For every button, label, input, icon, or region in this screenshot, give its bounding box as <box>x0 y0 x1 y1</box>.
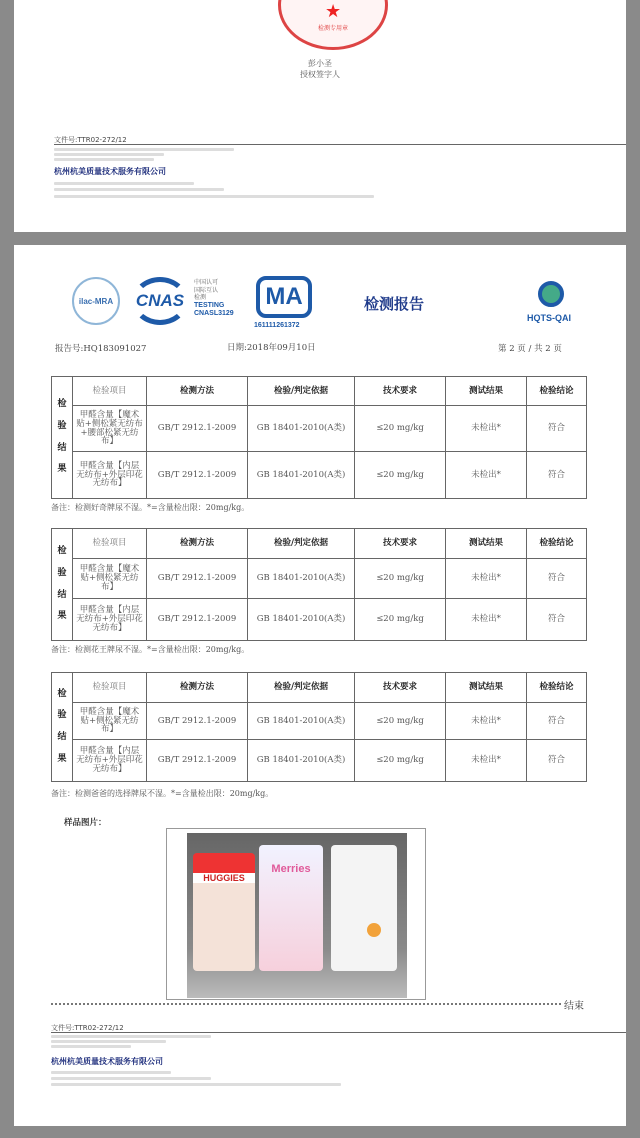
cnas-code: CNASL3129 <box>194 310 234 318</box>
table-row <box>52 452 587 499</box>
table-cell: 未检出* <box>446 703 527 740</box>
table-cell: 甲醛含量【内层无纺布+外层印花无纺布】 <box>73 452 147 499</box>
side-label-char: 检 <box>57 546 67 557</box>
test-results-table <box>51 672 587 782</box>
column-header: 测试结果 <box>446 529 527 559</box>
table-header-row <box>52 377 587 406</box>
cnas-text-line: 检测 <box>194 294 207 301</box>
column-header: 检验/判定依据 <box>248 377 355 406</box>
fine-print <box>54 195 374 198</box>
end-mark: 结束 <box>564 1001 584 1012</box>
table-cell: ≤20 mg/kg <box>355 559 446 599</box>
company-name: 杭州杭美质量技术服务有限公司 <box>54 167 166 176</box>
side-label <box>52 529 73 641</box>
file-number: 文件号:TTR02-272/12 <box>51 1024 124 1032</box>
column-header: 检验项目 <box>73 673 147 703</box>
table-note: 备注：检测花王牌尿不湿。*=含量检出限：20mg/kg。 <box>51 645 250 654</box>
table-cell: 甲醛含量【内层无纺布+外层印花无纺布】 <box>73 740 147 782</box>
product-brand: HUGGIES <box>193 873 255 883</box>
side-label-char: 结 <box>57 589 67 600</box>
table-cell: ≤20 mg/kg <box>355 740 446 782</box>
table-cell: GB 18401-2010(A类) <box>248 599 355 641</box>
cma-logo: MA <box>256 276 312 318</box>
table-cell: GB/T 2912.1-2009 <box>147 559 248 599</box>
cnas-text <box>194 279 234 319</box>
fine-print <box>54 188 224 191</box>
column-header: 测试结果 <box>446 377 527 406</box>
table-cell: 甲醛含量【魔术贴+侧松紧无纺布+腰部松紧无纺布】 <box>73 406 147 452</box>
side-label-char: 果 <box>57 753 67 764</box>
table-row <box>52 599 587 641</box>
test-results-table <box>51 528 587 641</box>
table-cell: GB 18401-2010(A类) <box>248 559 355 599</box>
side-label-char: 检 <box>57 688 67 699</box>
column-header: 检测方法 <box>147 529 248 559</box>
table-cell: 符合 <box>527 452 587 499</box>
table-note: 备注：检测好奇牌尿不湿。*=含量检出限：20mg/kg。 <box>51 503 250 512</box>
official-seal <box>278 0 388 50</box>
sample-label: 样品图片： <box>64 818 107 828</box>
table-cell: 甲醛含量【魔术贴+侧松紧无纺布】 <box>73 559 147 599</box>
seal-text: 检测专用章 <box>317 25 348 32</box>
report-date: 日期:2018年09月10日 <box>227 343 316 353</box>
hqts-logo-icon <box>538 281 564 307</box>
report-title: 检测报告 <box>364 295 425 313</box>
column-header: 检测方法 <box>147 377 248 406</box>
third-package <box>331 845 397 971</box>
table-cell: GB 18401-2010(A类) <box>248 406 355 452</box>
fine-print <box>51 1083 341 1086</box>
table-cell: GB 18401-2010(A类) <box>248 703 355 740</box>
company-name: 杭州杭美质量技术服务有限公司 <box>51 1057 163 1066</box>
table-cell: 符合 <box>527 559 587 599</box>
side-label-char: 结 <box>57 442 67 453</box>
cnas-text-line: 中国认可 <box>194 279 219 286</box>
cnas-logo: CNAS <box>132 277 188 325</box>
table-cell: ≤20 mg/kg <box>355 452 446 499</box>
table-cell: 甲醛含量【魔术贴+侧松紧无纺布】 <box>73 703 147 740</box>
table-cell: GB/T 2912.1-2009 <box>147 452 248 499</box>
ilac-mra-logo: ilac-MRA <box>72 277 120 325</box>
test-results-table <box>51 376 587 499</box>
table-cell: 符合 <box>527 599 587 641</box>
table-cell: GB/T 2912.1-2009 <box>147 599 248 641</box>
fine-print <box>51 1045 131 1048</box>
table-cell: 符合 <box>527 406 587 452</box>
side-label <box>52 673 73 782</box>
table-cell: ≤20 mg/kg <box>355 703 446 740</box>
table-row <box>52 559 587 599</box>
report-number: 报告号:HQ183091027 <box>55 344 147 354</box>
end-dotted-line <box>51 1003 561 1005</box>
column-header: 检验项目 <box>73 529 147 559</box>
merries-package <box>259 845 323 971</box>
divider <box>54 144 626 145</box>
side-label-char: 验 <box>57 710 67 721</box>
table-header-row <box>52 529 587 559</box>
table-row <box>52 740 587 782</box>
side-label-char: 果 <box>57 611 67 622</box>
column-header: 检测方法 <box>147 673 248 703</box>
column-header: 检验结论 <box>527 673 587 703</box>
fine-print <box>54 182 194 185</box>
table-cell: 符合 <box>527 703 587 740</box>
side-label <box>52 377 73 499</box>
column-header: 检验结论 <box>527 529 587 559</box>
side-label-char: 果 <box>57 464 67 475</box>
table-cell: 未检出* <box>446 452 527 499</box>
column-header: 检验结论 <box>527 377 587 406</box>
table-cell: GB 18401-2010(A类) <box>248 740 355 782</box>
side-label-char: 检 <box>57 399 67 410</box>
signer-title: 授权签字人 <box>300 70 340 79</box>
table-cell: GB/T 2912.1-2009 <box>147 740 248 782</box>
table-cell: GB/T 2912.1-2009 <box>147 703 248 740</box>
table-cell: ≤20 mg/kg <box>355 599 446 641</box>
table-cell: 未检出* <box>446 406 527 452</box>
divider <box>51 1032 626 1033</box>
hqts-logo-text: HQTS-QAI <box>527 313 571 323</box>
fine-print <box>51 1077 211 1080</box>
signer-name: 彭小圣 <box>308 59 332 68</box>
column-header: 测试结果 <box>446 673 527 703</box>
page-info: 第 2 页 / 共 2 页 <box>498 344 562 354</box>
table-row <box>52 703 587 740</box>
side-label-char: 结 <box>57 732 67 742</box>
column-header: 技术要求 <box>355 377 446 406</box>
table-cell: 符合 <box>527 740 587 782</box>
huggies-package <box>193 853 255 971</box>
column-header: 技术要求 <box>355 529 446 559</box>
cnas-text-line: 国际互认 <box>194 286 219 294</box>
column-header: 技术要求 <box>355 673 446 703</box>
fine-print <box>51 1035 211 1038</box>
fine-print <box>51 1071 171 1074</box>
table-note: 备注：检测爸爸的选择牌尿不湿。*=含量检出限：20mg/kg。 <box>51 789 274 798</box>
fine-print <box>51 1040 166 1043</box>
column-header: 检验/判定依据 <box>248 673 355 703</box>
cma-code: 161111261372 <box>254 322 300 329</box>
file-number: 文件号:TTR02-272/12 <box>54 136 127 144</box>
size-badge <box>367 923 381 937</box>
side-label-char: 验 <box>57 420 67 431</box>
table-header-row <box>52 673 587 703</box>
table-cell: GB 18401-2010(A类) <box>248 452 355 499</box>
table-cell: 未检出* <box>446 740 527 782</box>
side-label-char: 验 <box>57 567 67 578</box>
table-cell: 甲醛含量【内层无纺布+外层印花无纺布】 <box>73 599 147 641</box>
table-row <box>52 406 587 452</box>
report-page-2 <box>14 245 626 1126</box>
report-page-1 <box>14 0 626 232</box>
sample-photo <box>166 828 426 1000</box>
product-brand: Merries <box>271 863 311 875</box>
fine-print <box>54 158 154 161</box>
cnas-testing: TESTING <box>194 301 225 309</box>
column-header: 检验/判定依据 <box>248 529 355 559</box>
star-icon: ★ <box>325 1 342 22</box>
column-header: 检验项目 <box>73 377 147 406</box>
table-cell: 未检出* <box>446 559 527 599</box>
fine-print <box>54 148 234 151</box>
fine-print <box>54 153 164 156</box>
table-cell: 未检出* <box>446 599 527 641</box>
table-cell: ≤20 mg/kg <box>355 406 446 452</box>
table-cell: GB/T 2912.1-2009 <box>147 406 248 452</box>
